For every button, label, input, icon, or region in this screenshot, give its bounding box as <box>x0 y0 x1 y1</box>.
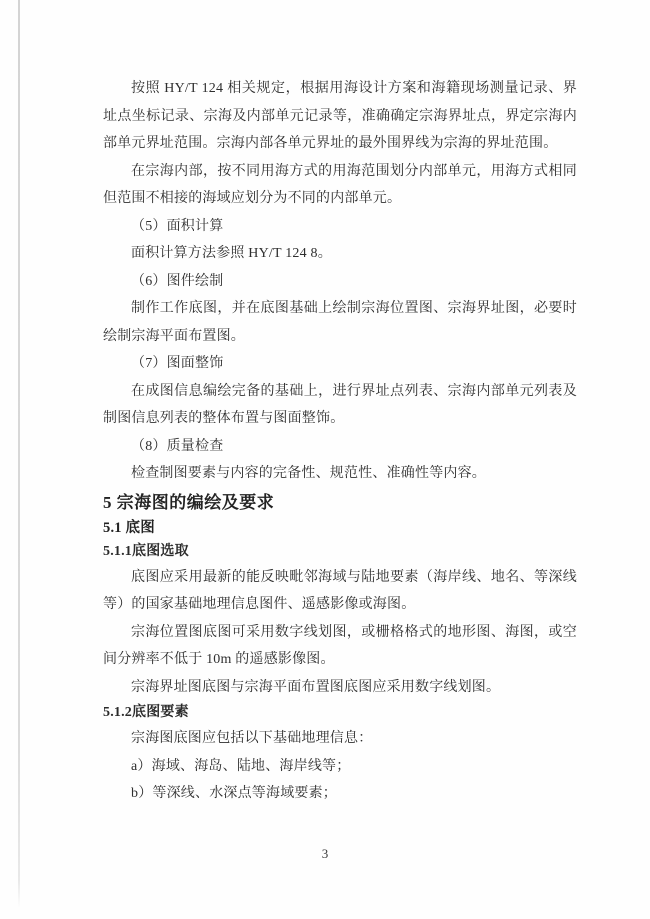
paragraph: 制作工作底图，并在底图基础上绘制宗海位置图、宗海界址图，必要时绘制宗海平面布置图。 <box>103 301 577 344</box>
section-heading-5: 5 宗海图的编绘及要求 <box>103 492 275 512</box>
list-item-a: a）海域、海岛、陆地、海岸线等； <box>131 758 351 774</box>
step-item-8-quality-check: （8）质量检查 <box>131 438 224 454</box>
step-item-7-decoration: （7）图面整饰 <box>131 356 224 371</box>
step-item-6-drawing: （6）图件绘制 <box>131 273 224 289</box>
paragraph: 宗海界址图底图与宗海平面布置图底图应采用数字线划图。 <box>131 679 501 695</box>
subsection-heading-5-1-2: 5.1.2底图要素 <box>103 705 189 720</box>
subsection-heading-5-1: 5.1 底图 <box>103 519 155 536</box>
paragraph: 面积计算方法参照 HY/T 124 8。 <box>131 246 332 261</box>
paragraph: 在成图信息编绘完备的基础上，进行界址点列表、宗海内部单元列表及制图信息列表的整体布置与图面整饰。 <box>103 383 577 426</box>
list-item-b: b）等深线、水深点等海域要素； <box>131 786 337 801</box>
paragraph: 检查制图要素与内容的完备性、规范性、准确性等内容。 <box>131 466 486 481</box>
scan-artifact-line <box>18 0 20 908</box>
paragraph: 底图应采用最新的能反映毗邻海域与陆地要素（海岸线、地名、等深线等）的国家基础地理信息图件、遥感影像或海图。 <box>103 569 577 612</box>
paragraph: 宗海图底图应包括以下基础地理信息： <box>131 731 373 746</box>
document-body <box>103 75 577 808</box>
paragraph: 按照 HY/T 124 相关规定，根据用海设计方案和海籍现场测量记录、界址点坐标记录、宗海及内部单元记录等，准确确定宗海界址点，界定宗海内部单元界址范围。宗海内部各单元界址的最外围界线为宗海的界址范围。 <box>103 81 577 151</box>
step-item-5-area-calculation: （5）面积计算 <box>131 218 224 234</box>
paragraph: 在宗海内部，按不同用海方式的用海范围划分内部单元，用海方式相同但范围不相接的海域应划分为不同的内部单元。 <box>103 163 577 206</box>
paragraph: 宗海位置图底图可采用数字线划图，或栅格格式的地形图、海图，或空间分辨率不低于 10m 的遥感影像图。 <box>103 624 577 667</box>
page-number: 3 <box>321 846 329 861</box>
subsection-heading-5-1-1: 5.1.1底图选取 <box>103 543 189 559</box>
